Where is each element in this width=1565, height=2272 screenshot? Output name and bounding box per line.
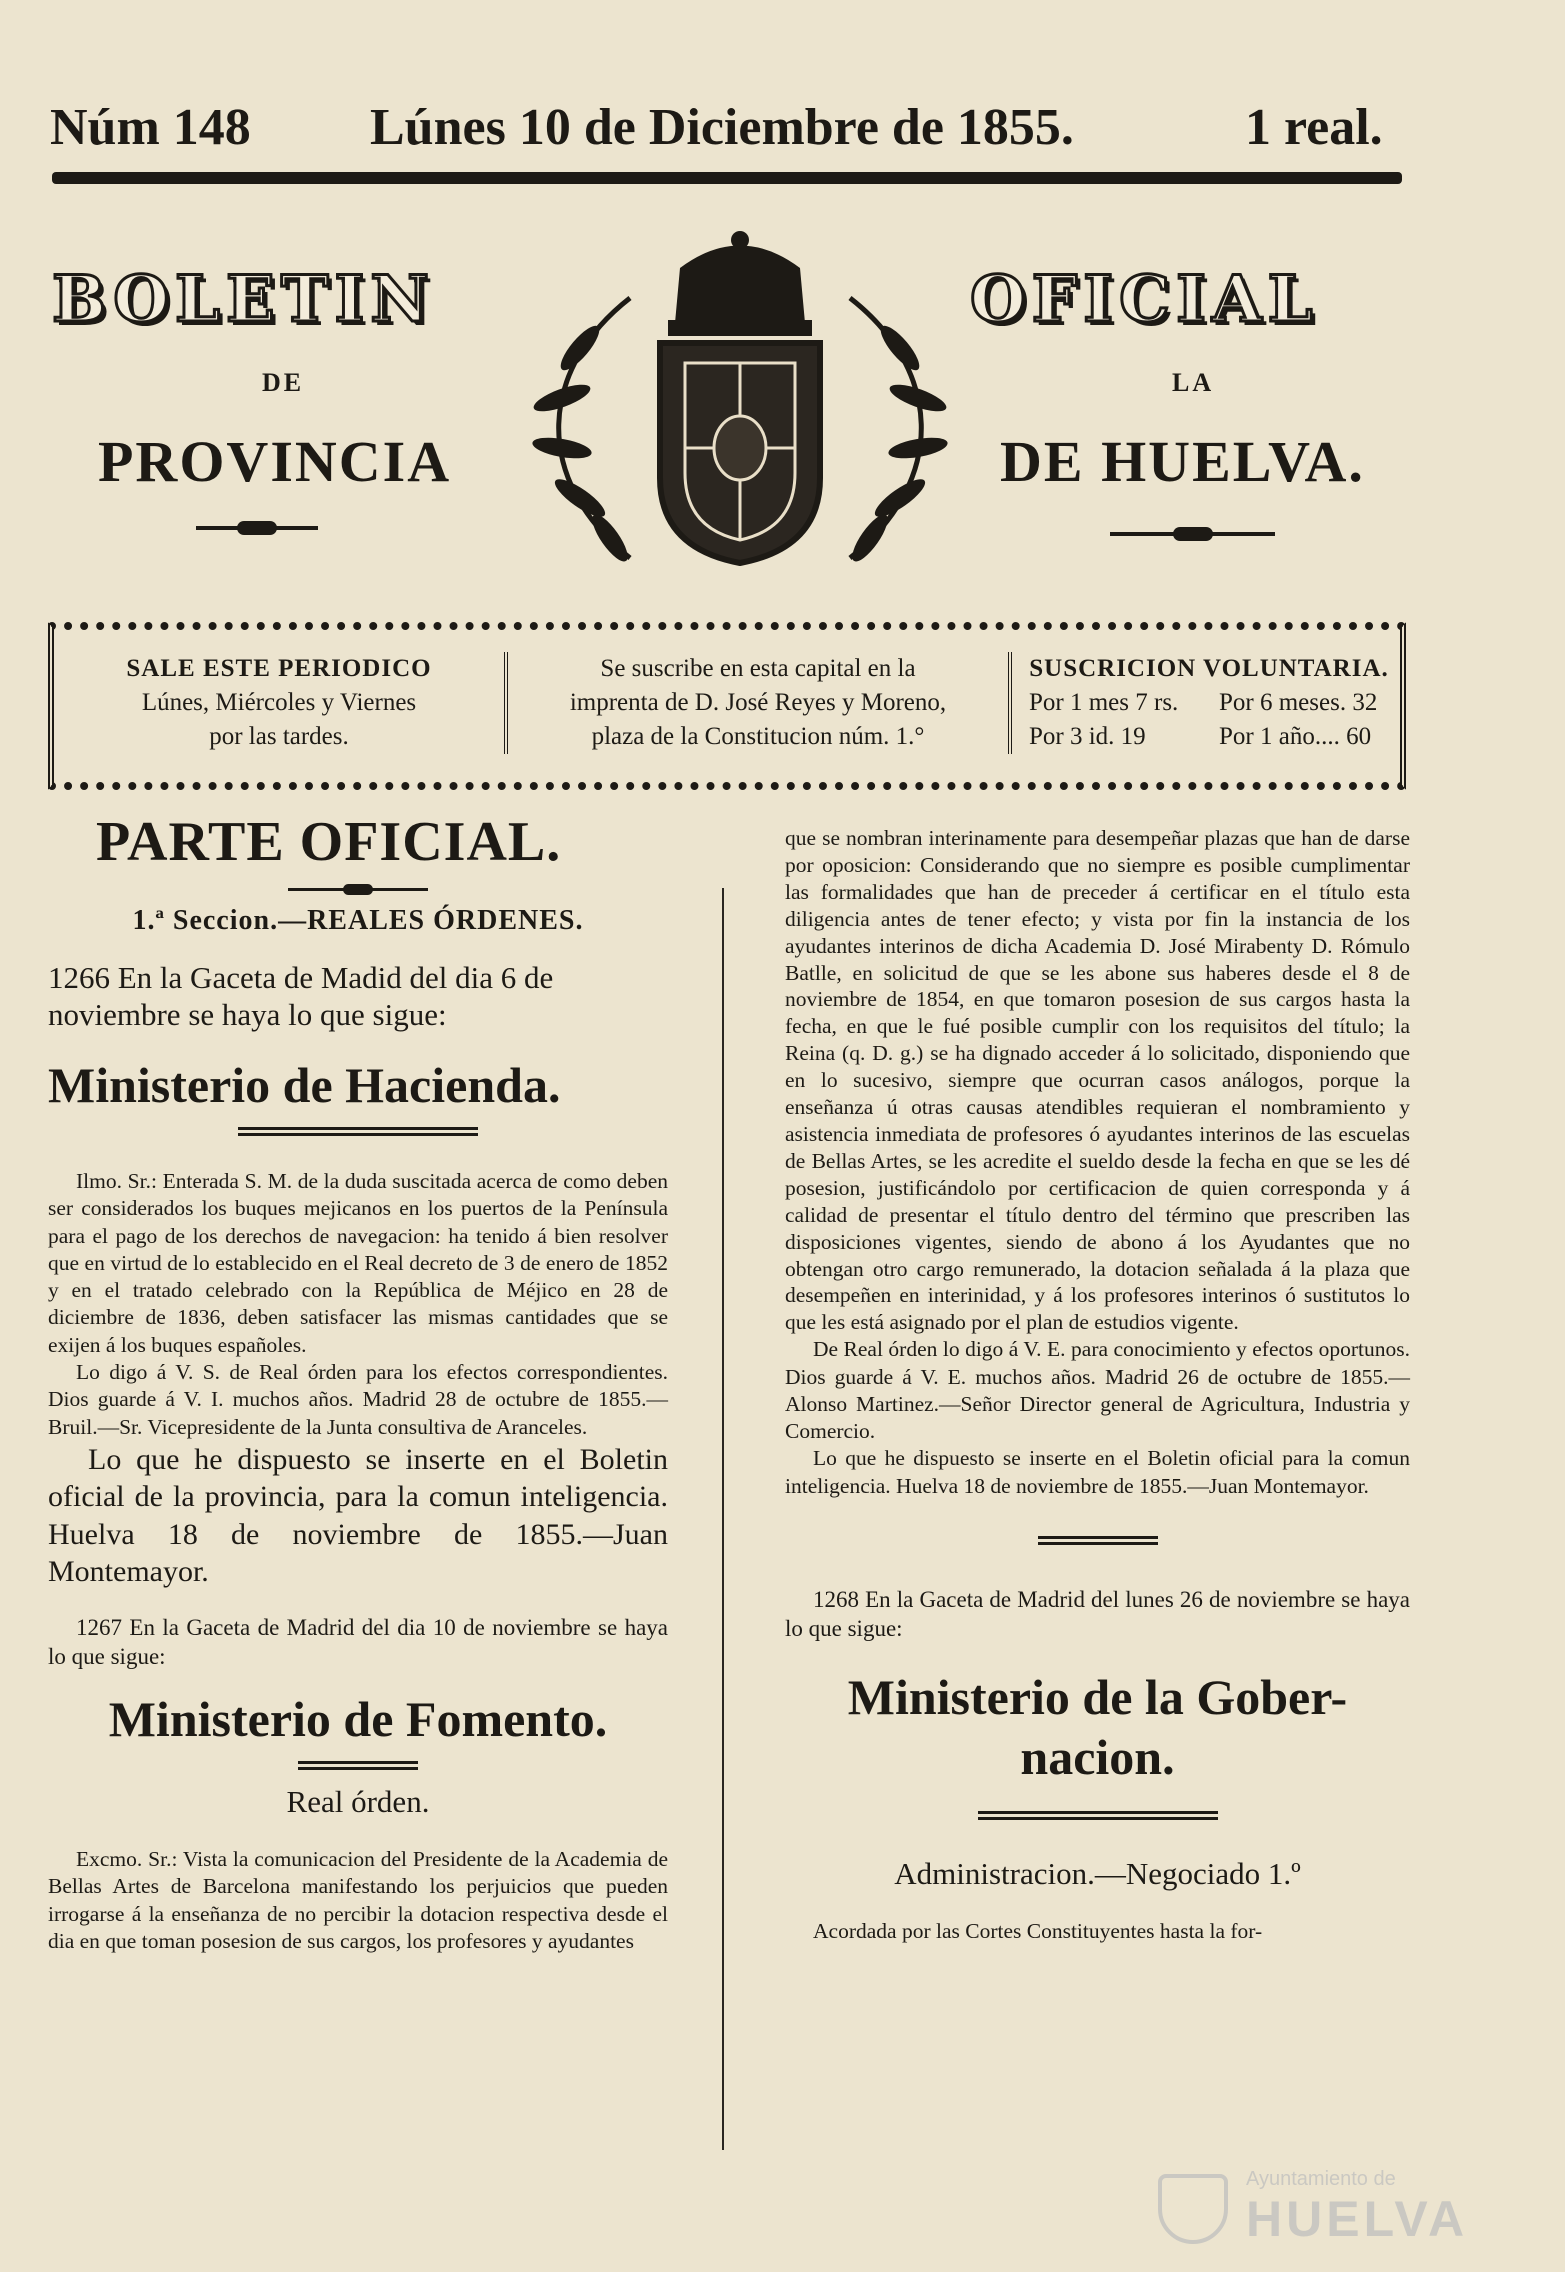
left-title-ornament <box>196 526 318 530</box>
seccion-heading: 1.ª Seccion.—REALES ÓRDENES. <box>132 905 584 936</box>
subscription-box <box>48 622 1406 790</box>
ministry-fomento-heading: Ministerio de Fomento. <box>108 1690 608 1747</box>
double-rule <box>978 1811 1218 1820</box>
subscription-address: Se suscribe en esta capital en la imprenta de D. José Reyes y Moreno, plaza de la Constitucion núm. 1.° <box>504 652 1012 754</box>
title-de-huelva: DE HUELVA. <box>1000 429 1365 494</box>
issue-price: 1 real. <box>1245 99 1383 156</box>
price-three-months: Por 3 id. 19 <box>1029 723 1146 750</box>
right-title-ornament <box>1110 532 1275 536</box>
ornament-divider <box>288 888 428 891</box>
ministry-gobernacion-heading: Ministerio de la Gober- nacion. <box>847 1669 1348 1785</box>
fomento-insert-note: Lo que he dispuesto se inserte en el Boletin oficial para la comun inteligencia. Huelva 18 de noviembre de 1855.—Juan Montemayor. <box>785 1446 1410 1498</box>
column-divider <box>722 888 724 2150</box>
ministry-hacienda-heading: Ministerio de Hacienda. <box>48 1057 561 1113</box>
price-one-year: Por 1 año.... 60 <box>1219 723 1372 750</box>
royal-crest-icon <box>510 228 970 578</box>
city-shield-icon <box>1158 2174 1228 2244</box>
entry-1267: 1267 En la Gaceta de Madrid del dia 10 de noviembre se haya lo que sigue: <box>48 1614 668 1669</box>
administracion-heading: Administracion.—Negociado 1.º <box>894 1856 1301 1891</box>
publication-schedule: SALE ESTE PERIODICO Lúnes, Miércoles y Viernes por las tardes. <box>126 655 432 750</box>
double-rule <box>1038 1536 1158 1545</box>
double-rule <box>298 1761 418 1770</box>
hacienda-body: Ilmo. Sr.: Enterada S. M. de la duda suscitada acerca de como deben ser considerados los buques mejicanos en los puertos de la Península para el pago de los derechos de navegacion: ha tenido á bien resolver que en virtud de lo establecido en el Real decreto de 3 de enero de 1852 y en el tratado celebrado con la República de Méjico en 28 de diciembre de 1836, deben satisfacer las mismas cantidades que se exijen á los buques españoles. <box>48 1169 668 1357</box>
fomento-body-continued: que se nombran interinamente para desempeñar plazas que han de darse por oposicion: Considerando que no siempre es posible cumplimentar las formalidades que han de preceder á certificar en el título esta diligencia antes de tener efecto; y vista por fin la instancia de los ayudantes interinos de dicha Academia D. José Mirabenty D. Rómulo Batlle, en solicitud de que se les abone sus haberes desde el 8 de noviembre de 1854, en que tomaron posesion de sus cargos hasta la fecha, en que le fué posible cumplir con los requisitos del título; la Reina (q. D. g.) se ha dignado acceder á lo solicitado, disponiendo que en lo sucesivo, siempre que ocurran casos análogos, porque la enseñanza ú otras causas atendibles requieran el nombramiento y asistencia inmediata de profesores ó ayudantes interinos de las escuelas de Bellas Artes, se les acredite el sueldo desde la fecha en que se les dé posesion, justificándolo por certificacion de quien corresponda y á calidad de presentar el título dentro del término que prescriben las disposiciones vigentes, siendo de abono á los Ayudantes que no obtengan otro cargo remunerado, la dotacion señalada á la plaza que desempeñen en interinidad, y á los profesores interinos ó sustitutos lo que les está asignado por el plan de estudios vigente. <box>785 826 1410 1335</box>
entry-1268: 1268 En la Gaceta de Madrid del lunes 26 de noviembre se haya lo que sigue: <box>785 1587 1410 1641</box>
masthead-line <box>50 98 1410 168</box>
entry-1266: 1266 En la Gaceta de Madid del dia 6 de noviembre se haya lo que sigue: <box>48 960 554 1032</box>
subscription-prices: SUSCRICION VOLUNTARIA. Por 1 mes 7 rs. Por 6 meses. 32 Por 3 id. 19 Por 1 año.... 60 <box>1019 652 1399 754</box>
right-column <box>785 825 1410 1945</box>
title-provincia: PROVINCIA <box>98 429 452 494</box>
gobernacion-body: Acordada por las Cortes Constituyentes hasta la for- <box>813 1919 1263 1943</box>
double-rule <box>238 1127 478 1136</box>
title-boletin: BOLETIN <box>52 262 435 337</box>
left-column <box>48 810 668 1955</box>
price-one-month: Por 1 mes 7 rs. <box>1029 689 1179 716</box>
masthead-rule <box>52 172 1402 184</box>
section-heading-parte-oficial: PARTE OFICIAL. <box>96 811 562 873</box>
title-oficial: OFICIAL <box>970 262 1319 337</box>
price-six-months: Por 6 meses. 32 <box>1219 689 1378 716</box>
archive-watermark: Ayuntamiento de HUELVA <box>1158 2168 1488 2248</box>
fomento-body: Excmo. Sr.: Vista la comunicacion del Presidente de la Academia de Bellas Artes de Barcelona manifestando los perjuicios que pueden irrogarse á la enseñanza de no percibir la dotacion respectiva desde el dia en que toman posesion de sus cargos, los profesores y ayudantes <box>48 1846 668 1953</box>
fomento-closing: De Real órden lo digo á V. E. para conocimiento y efectos oportunos. Dios guarde á V. E. muchos años. Madrid 26 de octubre de 1855.—Alonso Martinez.—Señor Director general de Agricultura, Industria y Comercio. <box>785 1337 1410 1444</box>
real-orden-heading: Real órden. <box>286 1783 430 1819</box>
hacienda-closing: Lo digo á V. S. de Real órden para los efectos correspondientes. Dios guarde á V. I. muchos años. Madrid 28 de octubre de 1855.—Bruil.—Sr. Vicepresidente de la Junta consultiva de Aranceles. <box>48 1360 668 1439</box>
title-de: DE <box>262 368 305 397</box>
hacienda-insert-note: Lo que he dispuesto se inserte en el Boletin oficial de la provincia, para la comun inteligencia. Huelva 18 de noviembre de 1855.—Juan Montemayor. <box>48 1442 668 1589</box>
issue-date: Lúnes 10 de Diciembre de 1855. <box>370 99 1074 156</box>
title-la: LA <box>1172 368 1215 397</box>
issue-number: Núm 148 <box>50 99 251 156</box>
